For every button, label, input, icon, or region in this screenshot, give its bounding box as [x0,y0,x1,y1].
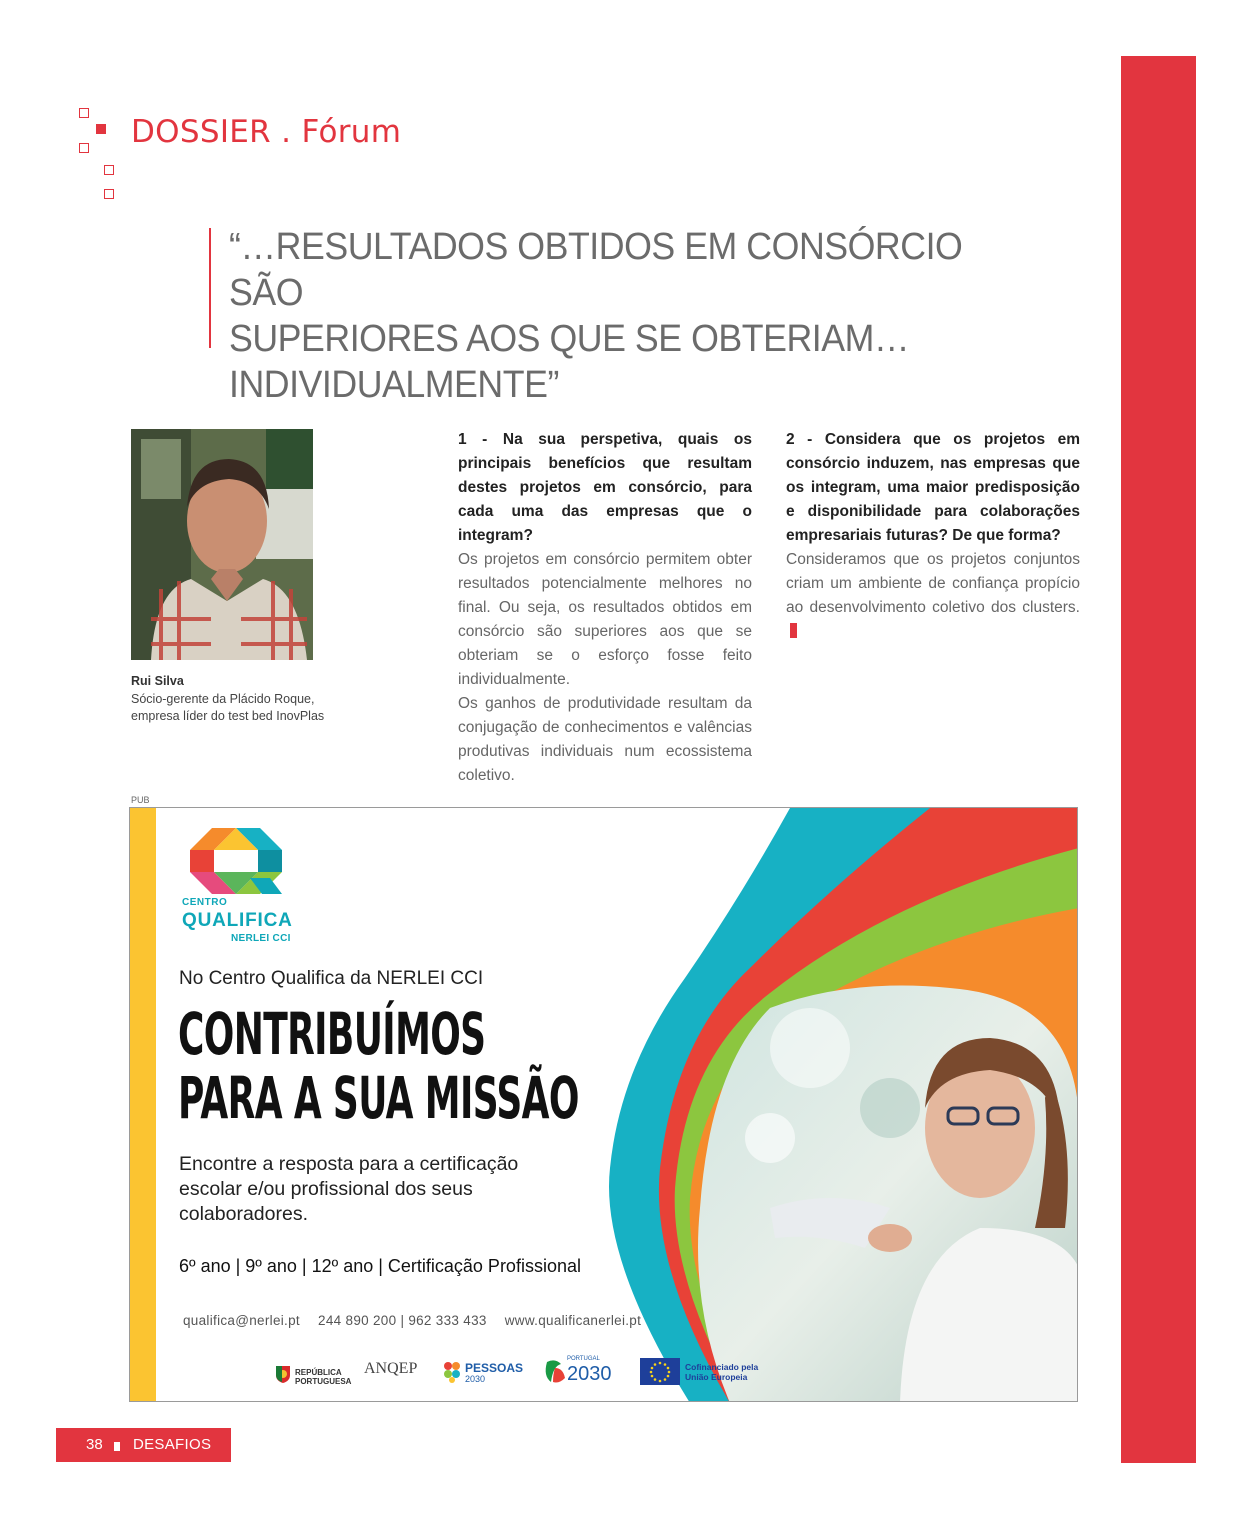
marker-square [79,143,89,153]
logo-text: REPÚBLICA [295,1368,342,1377]
logo-text-qualifica: QUALIFICA [182,910,293,931]
portrait-photo [131,429,313,660]
role-line: Sócio-gerente da Plácido Roque, [131,692,315,706]
ad-body-line: Encontre a resposta para a certificação [179,1153,519,1175]
logo-pessoas-year: 2030 [465,1374,486,1384]
logo-text-nerlei: NERLEI CCI [231,933,291,944]
logo-anqep: ANQEP [364,1360,418,1377]
person-name: Rui Silva [131,674,184,688]
headline-line: “…RESULTADOS OBTIDOS EM CONSÓRCIO SÃO [229,226,963,314]
portugal-coat-of-arms-icon [274,1364,292,1384]
ad-intro: No Centro Qualifica da NERLEI CCI [179,968,484,989]
question-1: 1 - Na sua perspetiva, quais os principais benefícios que resultam destes projetos em consórcio, para cada uma das empresas que o integram? [458,431,752,544]
ad-headline-line: PARA A SUA MISSÃO [178,1064,579,1132]
answer-1-paragraph: Os ganhos de produtividade resultam da conjugação de conhecimentos e valências produtivas individuais num ecossistema coletivo. [458,695,752,784]
eu-flag-icon [640,1358,680,1385]
magazine-name: DESAFIOS [133,1436,212,1453]
logo-republica [295,1368,351,1386]
headline-line: INDIVIDUALMENTE” [229,364,559,406]
question-2: 2 - Considera que os projetos em consórcio induzem, nas empresas que os integram, uma maior predisposição e disponibilidade para colaborações empresariais futuras? De que forma? [786,431,1080,544]
ad-headline-line: CONTRIBUÍMOS [178,1000,486,1068]
answer-1-paragraph: Os projetos em consórcio permitem obter resultados potencialmente melhores no final. Ou seja, os resultados obtidos em consórcio são superiores aos que se obteriam se o esforço fosse feito individualmente. [458,551,752,688]
ad-body-line: colaboradores. [179,1203,308,1225]
interview-column-2 [786,428,1080,644]
quote-bar [209,228,211,348]
logo-text: União Europeia [685,1372,748,1382]
ad-certification-levels: 6º ano | 9º ano | 12º ano | Certificação Profissional [179,1256,581,1276]
logo-portugal-year: 2030 [567,1363,612,1385]
headline-line: SUPERIORES AOS QUE SE OBTERIAM… [229,318,910,360]
advertisement-label: PUB [131,795,150,805]
section-title: DOSSIER . Fórum [131,114,402,150]
interview-column-1 [458,428,752,788]
centro-qualifica-logo-icon [190,828,282,894]
logo-portugal-text: PORTUGAL [567,1356,600,1362]
marker-square [104,165,114,175]
footer-separator [114,1442,120,1451]
logo-pessoas: PESSOAS [465,1361,524,1375]
end-of-article-mark [790,623,797,638]
ad-website[interactable]: www.qualificanerlei.pt [504,1313,642,1328]
pull-quote-headline [229,224,1037,408]
person-role [131,691,371,725]
side-color-band [1121,56,1196,1463]
logo-text-centro: CENTRO [182,897,228,908]
logo-text: PORTUGUESA [295,1377,352,1386]
ad-body [179,1152,579,1227]
logo-eu-cofinancing [685,1362,758,1382]
role-line: empresa líder do test bed InovPlas [131,709,325,723]
marker-square [79,108,89,118]
ad-phones: 244 890 200 | 962 333 433 [318,1313,487,1328]
portugal-2030-icon [543,1358,567,1384]
pessoas-2030-icon [442,1361,462,1383]
ad-email[interactable]: qualifica@nerlei.pt [183,1313,300,1328]
answer-2-paragraph [786,548,1080,644]
answer-2-text: Consideramos que os projetos conjuntos criam um ambiente de confiança propício ao desenvolvimento coletivo dos clusters. [786,551,1080,616]
ad-contacts [183,1313,655,1328]
advertisement [129,807,1078,1402]
page-number: 38 [86,1436,103,1453]
ad-headline [178,1002,579,1130]
marker-square [104,189,114,199]
marker-square-filled [96,124,106,134]
logo-text: Cofinanciado pela [685,1362,759,1372]
ad-body-line: escolar e/ou profissional dos seus [179,1178,473,1200]
